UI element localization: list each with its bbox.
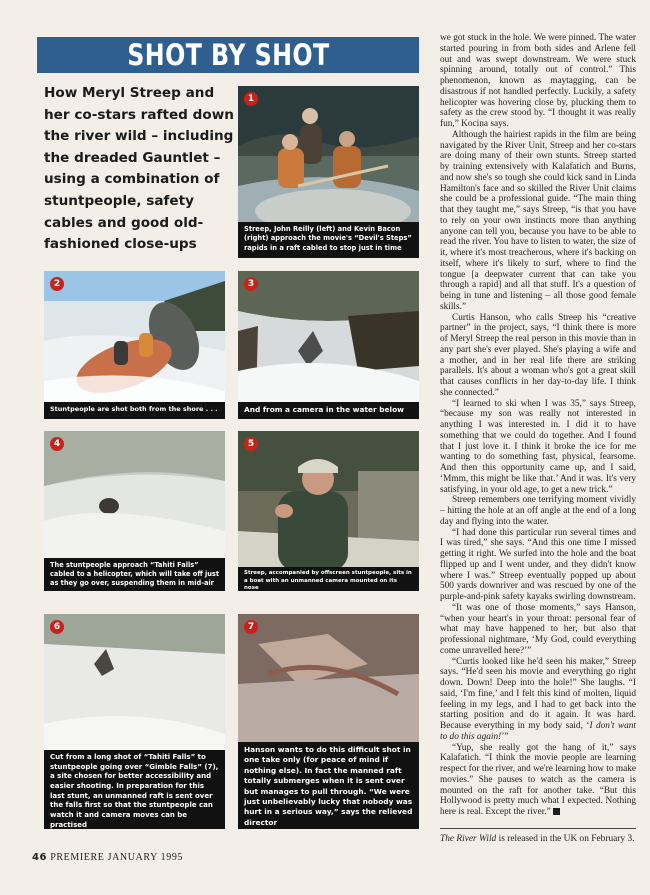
photo-7 <box>238 614 419 829</box>
photo-1-number-badge: 1 <box>244 92 258 106</box>
standfirst: How Meryl Streep and her co-stars rafted down the river wild – including the dreaded Gauntlet – using a combination of stuntpeople, safety cables and good old-fashioned close-ups <box>44 85 234 253</box>
photo-1 <box>238 86 419 258</box>
photo-2-number-badge: 2 <box>50 277 64 291</box>
folio <box>32 852 183 863</box>
photo-2-image <box>44 271 225 419</box>
body-text: ’” <box>501 731 509 742</box>
body-paragraph: “I learned to ski when I was 35,” says Streep, “because my son was really not interested in anything I was interested in. I did it to have something that we could do together. And I found that I just love it. I think it broke the ice for me wanting to do something fast, physical, fearsome. And then this opportunity came up, and I said, ‘Mmm, this might be like that.’ And it was. It's very satisfying, in your old age, to get a new trick.” <box>440 398 636 495</box>
body-paragraph <box>440 657 636 743</box>
photo-7-number-badge: 7 <box>244 620 258 634</box>
photo-6 <box>44 614 225 829</box>
photo-5-caption: Streep, accompanied by offscreen stuntpeople, sits in a boat with an unmanned camera mounted on its nose <box>238 567 419 591</box>
body-paragraph: Curtis Hanson, who calls Streep his “creative partner” in the project, says, “I think there is more of Meryl Streep the real person in this movie than in any part she's ever played. She's playing a wife and a mother, and in her real life there are striking parallels. It's about a woman who's got a great skill that causes conflicts in her day-to-day life. I think she connected.” <box>440 312 636 398</box>
body-paragraph: “I had done this particular run several times and I was tired,” she says. “And this one time I missed getting it right. We surfed into the hole and the boat flipped up and I went under, and they didn't know where I was.” Streep eventually popped up about 500 yards downriver and was rescued by one of the purple-and-pink safety kayaks swirling downstream. <box>440 527 636 602</box>
end-mark-icon <box>553 808 560 815</box>
photo-3 <box>238 271 419 419</box>
body-paragraph: Streep remembers one terrifying moment vividly – hitting the hole at an off angle at the end of a long day and flying into the water. <box>440 495 636 527</box>
headline-banner <box>37 37 419 73</box>
photo-4-caption: The stuntpeople approach “Tahiti Falls” cabled to a helicopter, which will take off just as they go over, suspending them in mid-air <box>44 558 225 591</box>
photo-6-caption: Cut from a long shot of “Tahiti Falls” to stuntpeople going over “Gimble Falls” (7), a site chosen for better accessibility and easier shooting. In preparation for this last stunt, an unmanned raft is sent over the falls first so that the stuntpeople can watch it and camera moves can be practised <box>44 750 225 829</box>
footnote-film-title: The River Wild <box>440 834 497 844</box>
photo-2-caption: Stuntpeople are shot both from the shore . . . <box>44 402 225 419</box>
article-body <box>440 33 636 818</box>
body-paragraph: “It was one of those moments,” says Hanson, “when your heart's in your throat: personal fear of what may have happened to her, but also that professional nightmare, ‘My God, could everything come unravelled here?’” <box>440 602 636 656</box>
body-text: “Curtis looked like he'd seen his maker,” Streep says. “He'd seen his movie and everything go right down. Down! Deep into the hole!” She laughs. “I said, ‘I'm fine,’ and I felt this kind of molten, liquid feeling in my legs, and I had to get back into the starting position and do it again. It was hard. Because everything in my body said, ‘ <box>440 656 636 731</box>
magazine-issue: PREMIERE JANUARY 1995 <box>50 852 184 863</box>
photo-4 <box>44 431 225 591</box>
photo-6-number-badge: 6 <box>50 620 64 634</box>
body-paragraph: we got stuck in the hole. We were pinned. The water started pouring in from both sides and Arlene fell out and was swept downstream. We were stuck spinning around, totally out of control.” This phenomenon, known as maytagging, can be disastrous if not handled perfectly. Luckily, a safety helicopter was hovering close by, plucking them to safety as the crew stood by. “I thought it was really fun,” Kocina says. <box>440 33 636 129</box>
photo-3-image <box>238 271 419 419</box>
photo-3-number-badge: 3 <box>244 277 258 291</box>
body-text: “Yup, she really got the hang of it,” says Kalafatich. “I think the movie people are learning respect for the river, and we're learning how to make movies.” She pauses to watch as the camera is mounted on the raft for another take. “But this Hollywood is pretty much what I expected. Nothing here is real. Except the river.” <box>440 742 636 817</box>
body-paragraph <box>440 743 636 818</box>
photo-5 <box>238 431 419 591</box>
photo-4-number-badge: 4 <box>50 437 64 451</box>
page-number: 46 <box>32 852 48 863</box>
photo-5-number-badge: 5 <box>244 437 258 451</box>
footnote-rule <box>440 828 636 829</box>
photo-1-caption: Streep, John Reilly (left) and Kevin Bacon (right) approach the movie's “Devil's Steps” rapids in a raft cabled to stop just in time <box>238 222 419 258</box>
photo-7-caption: Hanson wants to do this difficult shot in one take only (for peace of mind if nothing else). In fact the manned raft totally submerges when it is sent over but manages to pull through. “We were just unbelievably lucky that nobody was hurt in a serious way,” says the relieved director <box>238 742 419 829</box>
photo-3-caption: And from a camera in the water below <box>238 402 419 419</box>
headline: SHOT BY SHOT <box>126 38 330 72</box>
photo-2 <box>44 271 225 419</box>
body-paragraph: Although the hairiest rapids in the film are being navigated by the River Unit, Streep and her co-stars are doing many of their own stunts. Streep started by training extensively with Kalafatich and Burns, and now she's so tough she could kick sand in Linda Hamilton's face and so skilled the River Unit claims she could be a professional guide. “The main thing that they taught me,” says Streep, “is that you have to rely on your own instincts more than anything anyone can tell you, because you have to be able to read the river. You have to listen to water, the size of it, where it's most treacherous, where it's backing on itself, where it's likely to surf, where to find the tongue [a deepwater current that can take you through a rapid] and all that stuff. It's a question of being in tune and listening – all those good female skills.” <box>440 129 636 312</box>
body-italic-text: I don't want to do this again! <box>440 721 636 742</box>
footnote <box>440 834 636 844</box>
footnote-text: is released in the UK on February 3. <box>496 834 635 844</box>
